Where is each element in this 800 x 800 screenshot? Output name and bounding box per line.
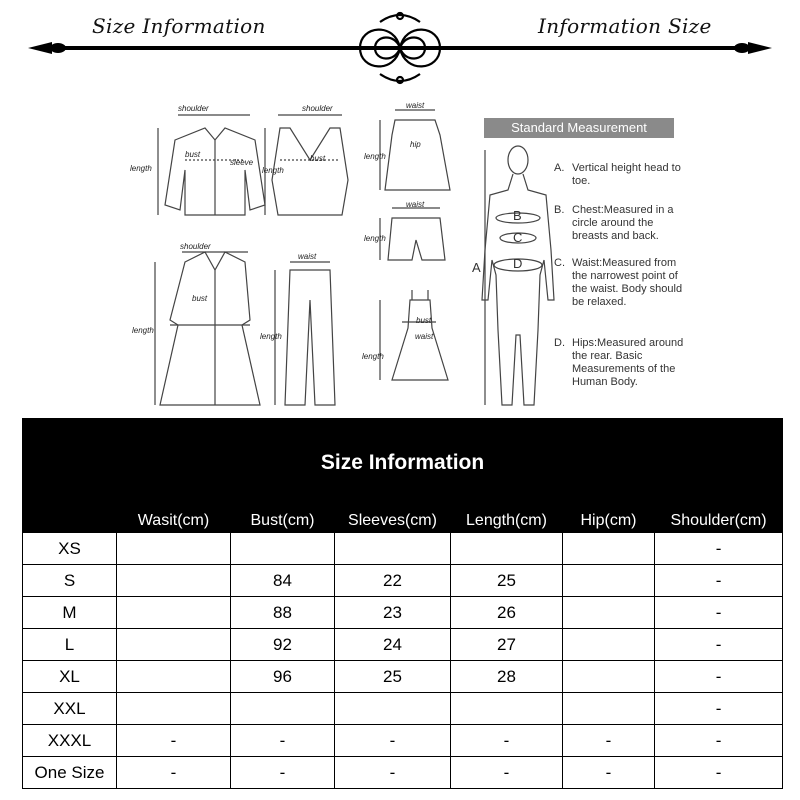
table-cell: - — [451, 725, 563, 757]
banner-title-right: Information Size — [538, 14, 712, 38]
table-cell: 25 — [451, 565, 563, 597]
size-table-body — [23, 533, 783, 789]
table-cell: - — [655, 597, 783, 629]
table-cell — [563, 693, 655, 725]
measurement-text: Waist:Measured from the narrowest point of the waist. Body should be relaxed. — [572, 257, 683, 308]
table-cell: - — [117, 757, 231, 789]
label-length-vest: length — [262, 166, 284, 175]
measurement-text: Chest:Measured in a circle around the breasts and back. — [572, 204, 674, 242]
table-cell: 26 — [451, 597, 563, 629]
table-cell — [563, 565, 655, 597]
table-cell: - — [655, 565, 783, 597]
table-cell — [335, 533, 451, 565]
column-header: Shoulder(cm) — [655, 478, 783, 533]
table-cell: - — [655, 757, 783, 789]
table-cell — [117, 693, 231, 725]
table-cell — [117, 565, 231, 597]
column-header: Wasit(cm) — [117, 478, 231, 533]
size-label-cell: XS — [23, 533, 117, 565]
label-waist-shorts: waist — [406, 200, 425, 209]
label-length-coat: length — [132, 326, 154, 335]
table-cell: 22 — [335, 565, 451, 597]
table-cell: - — [335, 757, 451, 789]
size-table — [22, 418, 782, 790]
banner-title-left: Size Information — [92, 14, 266, 38]
measurement-diagram — [130, 100, 684, 412]
measurement-text: Vertical height head to toe. — [572, 162, 681, 187]
table-cell: - — [655, 533, 783, 565]
table-row — [23, 757, 783, 789]
measurement-letter: C. — [554, 257, 565, 269]
table-row — [23, 533, 783, 565]
table-row — [23, 661, 783, 693]
table-cell: - — [655, 629, 783, 661]
table-cell: 84 — [231, 565, 335, 597]
label-sleeve-blouse: sleeve — [230, 158, 254, 167]
table-cell — [335, 693, 451, 725]
column-header: Length(cm) — [451, 478, 563, 533]
table-cell — [117, 629, 231, 661]
label-bust-dress: bust — [416, 316, 432, 325]
table-cell: - — [655, 725, 783, 757]
label-shoulder-coat: shoulder — [180, 242, 211, 251]
label-length-blouse: length — [130, 164, 152, 173]
table-cell: 23 — [335, 597, 451, 629]
table-row — [23, 693, 783, 725]
table-cell: - — [451, 757, 563, 789]
table-cell: 25 — [335, 661, 451, 693]
body-letter-d: D — [513, 256, 523, 271]
table-cell — [117, 533, 231, 565]
label-length-dress: length — [362, 352, 384, 361]
size-table-title: Size Information — [23, 419, 783, 478]
size-label-cell: One Size — [23, 757, 117, 789]
column-header: Bust(cm) — [231, 478, 335, 533]
body-letter-a: A — [472, 260, 481, 275]
size-label-cell: XL — [23, 661, 117, 693]
body-letter-c: C — [513, 230, 523, 245]
table-row — [23, 629, 783, 661]
label-waist-skirt: waist — [406, 101, 425, 110]
table-cell — [563, 597, 655, 629]
label-shoulder-blouse: shoulder — [178, 104, 209, 113]
label-waist-dress: waist — [415, 332, 434, 341]
table-cell — [451, 533, 563, 565]
table-cell — [563, 661, 655, 693]
table-cell — [117, 597, 231, 629]
table-cell — [231, 693, 335, 725]
label-length-pants: length — [260, 332, 282, 341]
table-cell: - — [231, 725, 335, 757]
table-cell: - — [655, 661, 783, 693]
size-label-cell: M — [23, 597, 117, 629]
size-label-cell: L — [23, 629, 117, 661]
label-length-skirt: length — [364, 152, 386, 161]
label-bust-blouse: bust — [185, 150, 201, 159]
table-cell — [117, 661, 231, 693]
table-cell — [563, 533, 655, 565]
table-cell: - — [231, 757, 335, 789]
table-cell: 28 — [451, 661, 563, 693]
column-header: Sleeves(cm) — [335, 478, 451, 533]
table-cell: - — [563, 725, 655, 757]
size-label-cell: XXL — [23, 693, 117, 725]
table-row — [23, 597, 783, 629]
label-waist-pants: waist — [298, 252, 317, 261]
label-bust-coat: bust — [192, 294, 208, 303]
standard-measurement-title: Standard Measurement — [484, 118, 674, 138]
label-bust-vest: bust — [310, 154, 326, 163]
body-letter-b: B — [513, 208, 522, 223]
size-table-header — [23, 478, 783, 533]
table-cell: - — [335, 725, 451, 757]
table-cell: - — [563, 757, 655, 789]
table-cell: - — [117, 725, 231, 757]
size-label-cell: S — [23, 565, 117, 597]
banner — [0, 0, 800, 100]
size-table-grid — [22, 418, 783, 789]
measurement-letter: B. — [554, 204, 565, 216]
measurement-text: Hips:Measured around the rear. Basic Measurements of the Human Body. — [572, 337, 684, 388]
table-row — [23, 565, 783, 597]
label-hip-skirt: hip — [410, 140, 421, 149]
table-cell: 92 — [231, 629, 335, 661]
table-cell — [231, 533, 335, 565]
size-label-cell: XXXL — [23, 725, 117, 757]
column-header: Hip(cm) — [563, 478, 655, 533]
table-row — [23, 725, 783, 757]
label-length-shorts: length — [364, 234, 386, 243]
measurement-letter: D. — [554, 337, 565, 349]
column-header — [23, 478, 117, 533]
table-cell: 24 — [335, 629, 451, 661]
measurement-letter: A. — [554, 162, 565, 174]
table-cell: 96 — [231, 661, 335, 693]
table-cell: 88 — [231, 597, 335, 629]
table-cell: - — [655, 693, 783, 725]
table-cell — [563, 629, 655, 661]
table-cell — [451, 693, 563, 725]
table-cell: 27 — [451, 629, 563, 661]
label-shoulder-vest: shoulder — [302, 104, 333, 113]
